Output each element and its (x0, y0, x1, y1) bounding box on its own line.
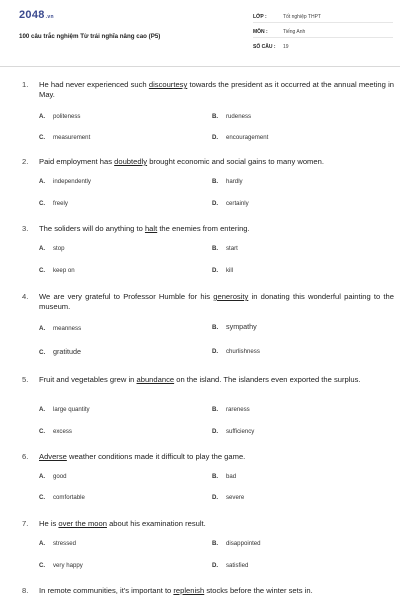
option-text: keep on (53, 267, 75, 274)
question-text-after: about his examination result. (106, 519, 206, 528)
option-text: excess (53, 428, 72, 435)
option-text: sufficiency (226, 428, 255, 435)
option-text: rareness (226, 406, 250, 413)
option-c[interactable] (39, 428, 72, 435)
question-text-after: stocks before the winter sets in. (204, 586, 313, 595)
option-text: satisfied (226, 562, 249, 569)
option-text: meanness (53, 325, 82, 332)
question-text (39, 375, 394, 385)
option-d[interactable] (212, 200, 249, 207)
option-letter: C. (39, 428, 46, 435)
option-text: encouragement (226, 134, 269, 141)
option-letter: B. (212, 324, 219, 331)
option-b[interactable] (212, 322, 257, 331)
option-letter: D. (212, 428, 219, 435)
underlined-word: replenish (173, 586, 205, 595)
option-letter: C. (39, 562, 46, 569)
question-text-before: The soliders will do anything to (39, 224, 145, 233)
option-b[interactable] (212, 406, 250, 413)
option-c[interactable] (39, 494, 85, 501)
document-header (0, 0, 400, 67)
meta-value: 19 (283, 43, 289, 50)
meta-row-count (253, 41, 393, 52)
option-text: very happy (53, 562, 83, 569)
question-text (39, 80, 394, 99)
option-c[interactable] (39, 267, 75, 274)
option-letter: C. (39, 349, 46, 356)
option-d[interactable] (212, 134, 268, 141)
option-letter: D. (212, 267, 219, 274)
option-text: large quantity (53, 406, 90, 413)
option-text: churlishness (226, 348, 260, 355)
option-a[interactable] (39, 245, 65, 252)
option-a[interactable] (39, 323, 81, 332)
meta-row-class (253, 11, 393, 23)
option-text: kill (226, 267, 234, 274)
meta-key: SỐ CÂU : (253, 43, 276, 50)
option-letter: A. (39, 540, 46, 547)
question-number: 2. (22, 157, 29, 166)
option-letter: A. (39, 113, 46, 120)
underlined-word: Adverse (39, 452, 67, 461)
option-text: hardly (226, 178, 243, 185)
option-text: measurement (53, 134, 91, 141)
option-d[interactable] (212, 494, 244, 501)
option-a[interactable] (39, 540, 76, 547)
option-text: severe (226, 494, 245, 501)
option-letter: D. (212, 200, 219, 207)
logo-suffix: .vn (45, 14, 54, 20)
site-logo[interactable] (19, 9, 54, 21)
question-text-before: He had never experienced such (39, 80, 149, 89)
option-letter: A. (39, 178, 46, 185)
option-text: comfortable (53, 494, 85, 501)
option-b[interactable] (212, 473, 236, 480)
document-meta (253, 11, 393, 55)
option-letter: A. (39, 406, 46, 413)
question-text (39, 452, 394, 462)
option-b[interactable] (212, 113, 251, 120)
option-text: freely (53, 200, 68, 207)
underlined-word: discourtesy (148, 80, 188, 89)
question-text-after: weather conditions made it difficult to play the game. (66, 452, 246, 461)
option-text: gratitude (53, 347, 81, 356)
option-b[interactable] (212, 540, 261, 547)
document-title: 100 câu trắc nghiệm Từ trái nghĩa nâng cao (P5) (19, 33, 161, 40)
option-c[interactable] (39, 562, 83, 569)
underlined-word: abundance (136, 375, 175, 384)
option-letter: A. (39, 245, 46, 252)
option-text: sympathy (226, 322, 257, 331)
question-number: 7. (22, 519, 29, 528)
meta-row-subject (253, 26, 393, 38)
logo-text: 2048 (19, 9, 45, 21)
option-text: stressed (53, 540, 77, 547)
question-text (39, 157, 394, 167)
option-a[interactable] (39, 406, 90, 413)
question-text (39, 586, 394, 596)
option-letter: B. (212, 540, 219, 547)
option-a[interactable] (39, 113, 80, 120)
option-letter: A. (39, 325, 46, 332)
question-text (39, 292, 394, 311)
option-letter: B. (212, 406, 219, 413)
question-text-after: brought economic and social gains to many women. (147, 157, 324, 166)
option-letter: B. (212, 473, 219, 480)
option-letter: C. (39, 267, 46, 274)
option-c[interactable] (39, 134, 90, 141)
underlined-word: over the moon (58, 519, 107, 528)
question-number: 1. (22, 80, 29, 89)
meta-key: LỚP : (253, 13, 267, 20)
option-letter: B. (212, 178, 219, 185)
option-letter: B. (212, 113, 219, 120)
option-d[interactable] (212, 267, 233, 274)
option-c[interactable] (39, 347, 81, 356)
question-number: 5. (22, 375, 29, 384)
question-number: 8. (22, 586, 29, 595)
question-text-after: in donating this wonderful painting to the museum. (39, 292, 394, 311)
question-number: 6. (22, 452, 29, 461)
option-letter: D. (212, 562, 219, 569)
underlined-word: doubtedly (114, 157, 148, 166)
option-text: politeness (53, 113, 81, 120)
question-text-after: the enemies from entering. (157, 224, 250, 233)
meta-value: Tốt nghiệp THPT (283, 13, 321, 20)
option-text: independently (53, 178, 91, 185)
option-text: bad (226, 473, 237, 480)
option-b[interactable] (212, 178, 243, 185)
meta-value: Tiếng Anh (283, 28, 306, 35)
question-text-before: He is (39, 519, 59, 528)
option-letter: C. (39, 494, 46, 501)
option-c[interactable] (39, 200, 68, 207)
option-a[interactable] (39, 473, 67, 480)
question-text-before: We are very grateful to Professor Humble for his (39, 292, 214, 301)
option-text: rudeness (226, 113, 252, 120)
option-text: certainly (226, 200, 249, 207)
option-b[interactable] (212, 245, 238, 252)
option-text: good (53, 473, 67, 480)
option-text: start (226, 245, 238, 252)
option-letter: A. (39, 473, 46, 480)
option-letter: D. (212, 134, 219, 141)
question-text-before: In remote communities, it's important to (39, 586, 174, 595)
question-text-before: Paid employment has (39, 157, 115, 166)
option-letter: D. (212, 494, 219, 501)
option-d[interactable] (212, 348, 260, 355)
question-text-before: Fruit and vegetables grew in (39, 375, 137, 384)
option-letter: D. (212, 348, 219, 355)
option-d[interactable] (212, 428, 254, 435)
option-text: disappointed (226, 540, 261, 547)
question-text (39, 519, 394, 529)
question-text-after: towards the president as it occurred at the annual meeting in May. (39, 80, 394, 99)
option-letter: C. (39, 134, 46, 141)
question-number: 3. (22, 224, 29, 233)
question-number: 4. (22, 292, 29, 301)
option-letter: C. (39, 200, 46, 207)
option-a[interactable] (39, 178, 91, 185)
underlined-word: generosity (213, 292, 249, 301)
option-letter: B. (212, 245, 219, 252)
option-d[interactable] (212, 562, 248, 569)
meta-key: MÔN : (253, 28, 268, 35)
question-text (39, 224, 394, 234)
underlined-word: halt (144, 224, 158, 233)
option-text: stop (53, 245, 65, 252)
question-text-after: on the island. The islanders even exported the surplus. (174, 375, 361, 384)
